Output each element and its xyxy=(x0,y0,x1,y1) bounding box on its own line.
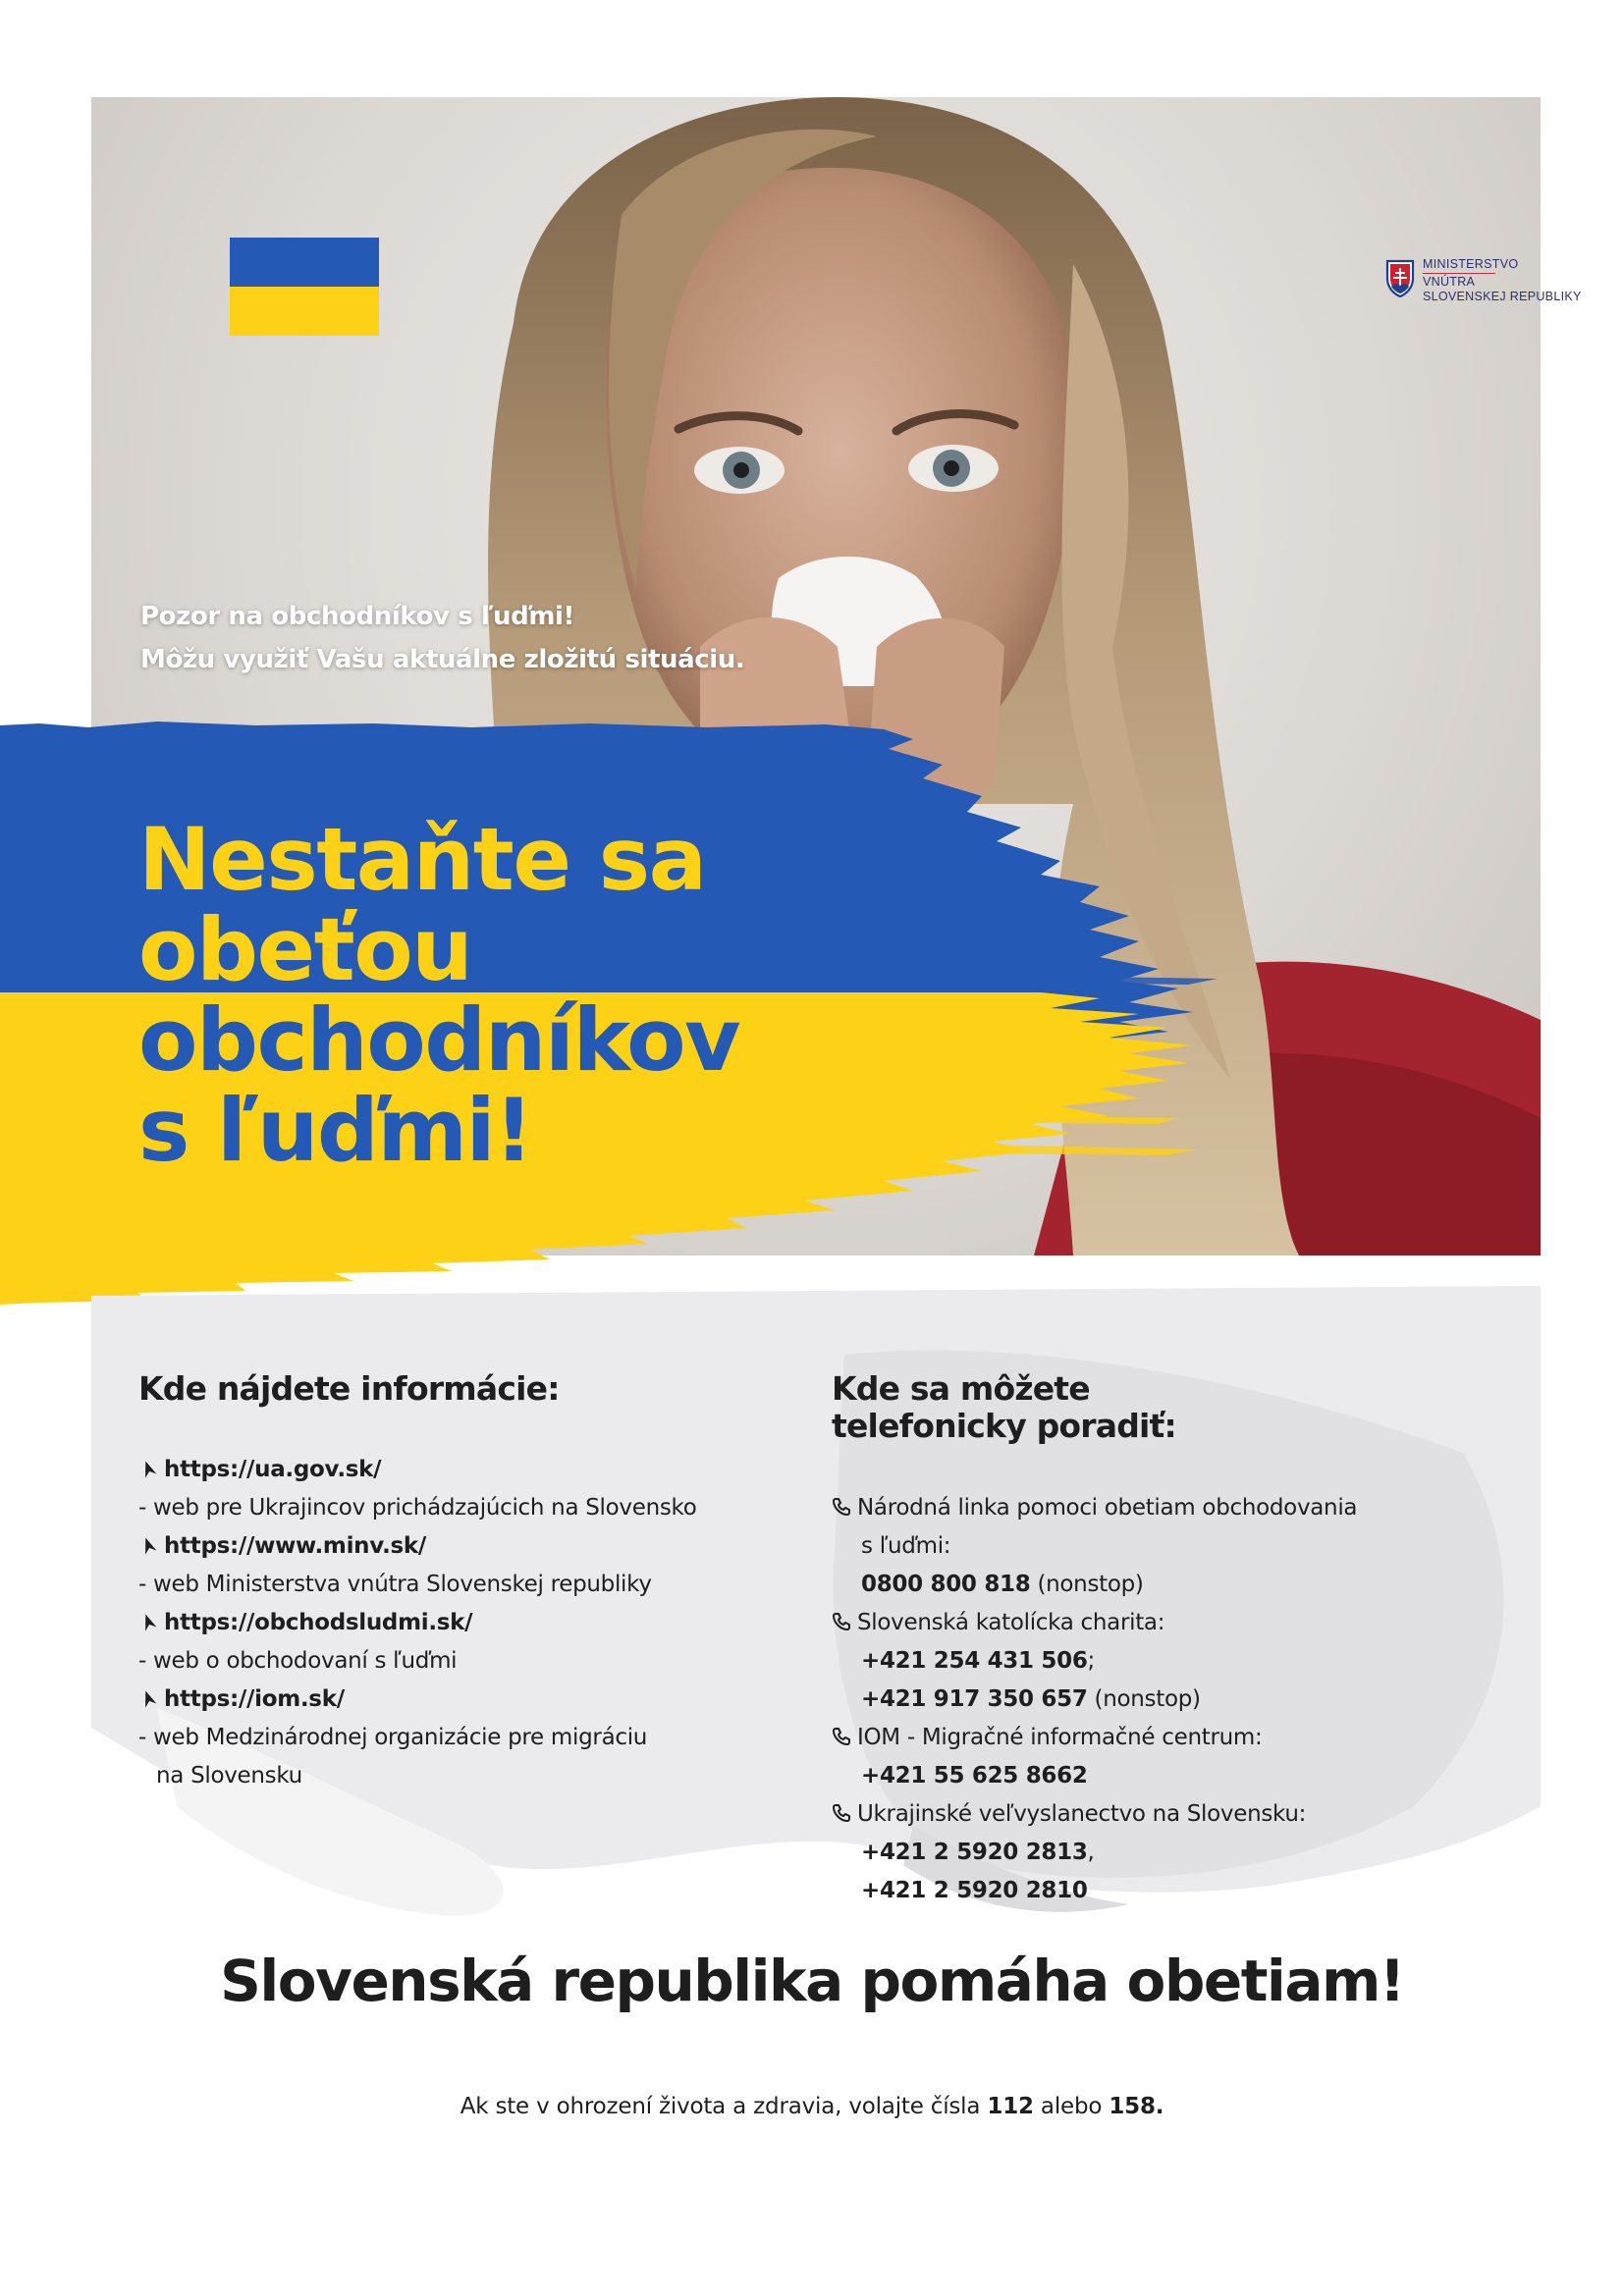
info-list xyxy=(138,1451,767,1795)
link-item[interactable] xyxy=(138,1527,767,1566)
phone-icon xyxy=(832,1612,851,1631)
warning-line-1: Pozor na obchodníkov s ľuďmi! xyxy=(140,602,575,631)
contact-note: (nonstop) xyxy=(1030,1572,1144,1597)
emergency-mid: alebo xyxy=(1033,2094,1110,2119)
ministry-logo xyxy=(1385,257,1592,316)
link-item[interactable] xyxy=(138,1451,767,1489)
contact-label xyxy=(832,1489,1460,1527)
slovak-coat-of-arms-icon xyxy=(1385,259,1415,298)
cursor-arrow-icon xyxy=(138,1612,158,1631)
link-url[interactable]: https://www.minv.sk/ xyxy=(164,1533,426,1559)
contact-note: (nonstop) xyxy=(1087,1686,1201,1712)
flag-yellow-stripe xyxy=(230,287,379,336)
warning-line-2: Môžu využiť Vašu aktuálne zložitú situáciu. xyxy=(140,645,745,674)
contact-label-text: Ukrajinské veľvyslanectvo na Slovensku: xyxy=(857,1801,1307,1827)
contact-label-text: Národná linka pomoci obetiam obchodovania xyxy=(857,1495,1358,1521)
info-title xyxy=(138,1370,560,1408)
contact-number-row xyxy=(832,1566,1460,1604)
emergency-number[interactable]: 158. xyxy=(1109,2094,1164,2119)
contact-number-row xyxy=(832,1872,1460,1910)
phone-icon xyxy=(832,1727,851,1746)
phone-number[interactable]: 0800 800 818 xyxy=(861,1572,1031,1597)
headline-line-4: s ľuďmi! xyxy=(138,1080,532,1181)
link-description-continued: na Slovensku xyxy=(156,1763,302,1789)
phone-number[interactable]: +421 2 5920 2813 xyxy=(861,1840,1088,1865)
phone-number[interactable]: +421 2 5920 2810 xyxy=(861,1878,1088,1903)
warning-text xyxy=(140,595,926,681)
phone-number[interactable]: +421 917 350 657 xyxy=(861,1686,1088,1712)
separator: , xyxy=(1087,1840,1095,1865)
cursor-arrow-icon xyxy=(138,1688,158,1708)
headline-line-1: Nestaňte sa xyxy=(138,809,706,910)
link-description: - web pre Ukrajincov prichádzajúcich na Slovensko xyxy=(138,1495,697,1521)
ministry-line-2: VNÚTRA xyxy=(1423,275,1476,289)
headline-line-2: obeťou xyxy=(138,899,472,1000)
ukraine-flag xyxy=(230,238,379,336)
contact-number-row xyxy=(832,1642,1460,1681)
cursor-arrow-icon xyxy=(138,1459,158,1478)
ministry-divider xyxy=(1423,273,1495,274)
link-item[interactable] xyxy=(138,1604,767,1642)
info-title-line-1: Kde nájdete informácie: xyxy=(138,1369,560,1408)
contact-label-text: Slovenská katolícka charita: xyxy=(857,1610,1165,1635)
contact-number-row xyxy=(832,1834,1460,1872)
emergency-text: Ak ste v ohrození života a zdravia, volajte čísla xyxy=(460,2094,988,2119)
contact-number-row xyxy=(832,1681,1460,1719)
headline-line-3: obchodníkov xyxy=(138,989,740,1091)
link-url[interactable]: https://iom.sk/ xyxy=(164,1686,345,1712)
contact-label-text: IOM - Migračné informačné centrum: xyxy=(857,1725,1263,1750)
contact-label xyxy=(832,1604,1460,1642)
slogan: Slovenská republika pomáha obetiam! xyxy=(220,1948,1404,2014)
phone-number[interactable]: +421 55 625 8662 xyxy=(861,1763,1088,1789)
ministry-name xyxy=(1423,257,1582,304)
main-headline xyxy=(138,809,944,1181)
link-url[interactable]: https://ua.gov.sk/ xyxy=(164,1457,382,1482)
ministry-line-1: MINISTERSTVO xyxy=(1423,257,1519,271)
phone-icon xyxy=(832,1803,851,1823)
link-description: - web Ministerstva vnútra Slovenskej republiky xyxy=(138,1572,652,1597)
emergency-notice xyxy=(0,2089,1624,2124)
separator: ; xyxy=(1087,1648,1095,1674)
phone-number[interactable]: +421 254 431 506 xyxy=(861,1648,1088,1674)
phone-title xyxy=(832,1370,1176,1445)
ministry-line-3: SLOVENSKEJ REPUBLIKY xyxy=(1423,290,1582,303)
link-description: - web o obchodovaní s ľuďmi xyxy=(138,1648,458,1674)
emergency-number[interactable]: 112 xyxy=(987,2094,1034,2119)
link-url[interactable]: https://obchodsludmi.sk/ xyxy=(164,1610,473,1635)
contact-number-row xyxy=(832,1757,1460,1795)
phone-list xyxy=(832,1489,1460,1910)
cursor-arrow-icon xyxy=(138,1535,158,1555)
phone-icon xyxy=(832,1497,851,1517)
link-item[interactable] xyxy=(138,1681,767,1719)
phone-title-line-2: telefonicky poradiť: xyxy=(832,1407,1176,1445)
contact-label-continued: s ľuďmi: xyxy=(861,1533,951,1559)
link-description: - web Medzinárodnej organizácie pre migráciu xyxy=(138,1725,648,1750)
contact-label xyxy=(832,1795,1460,1834)
contact-label xyxy=(832,1719,1460,1757)
phone-title-line-1: Kde sa môžete xyxy=(832,1369,1090,1408)
flag-blue-stripe xyxy=(230,238,379,287)
